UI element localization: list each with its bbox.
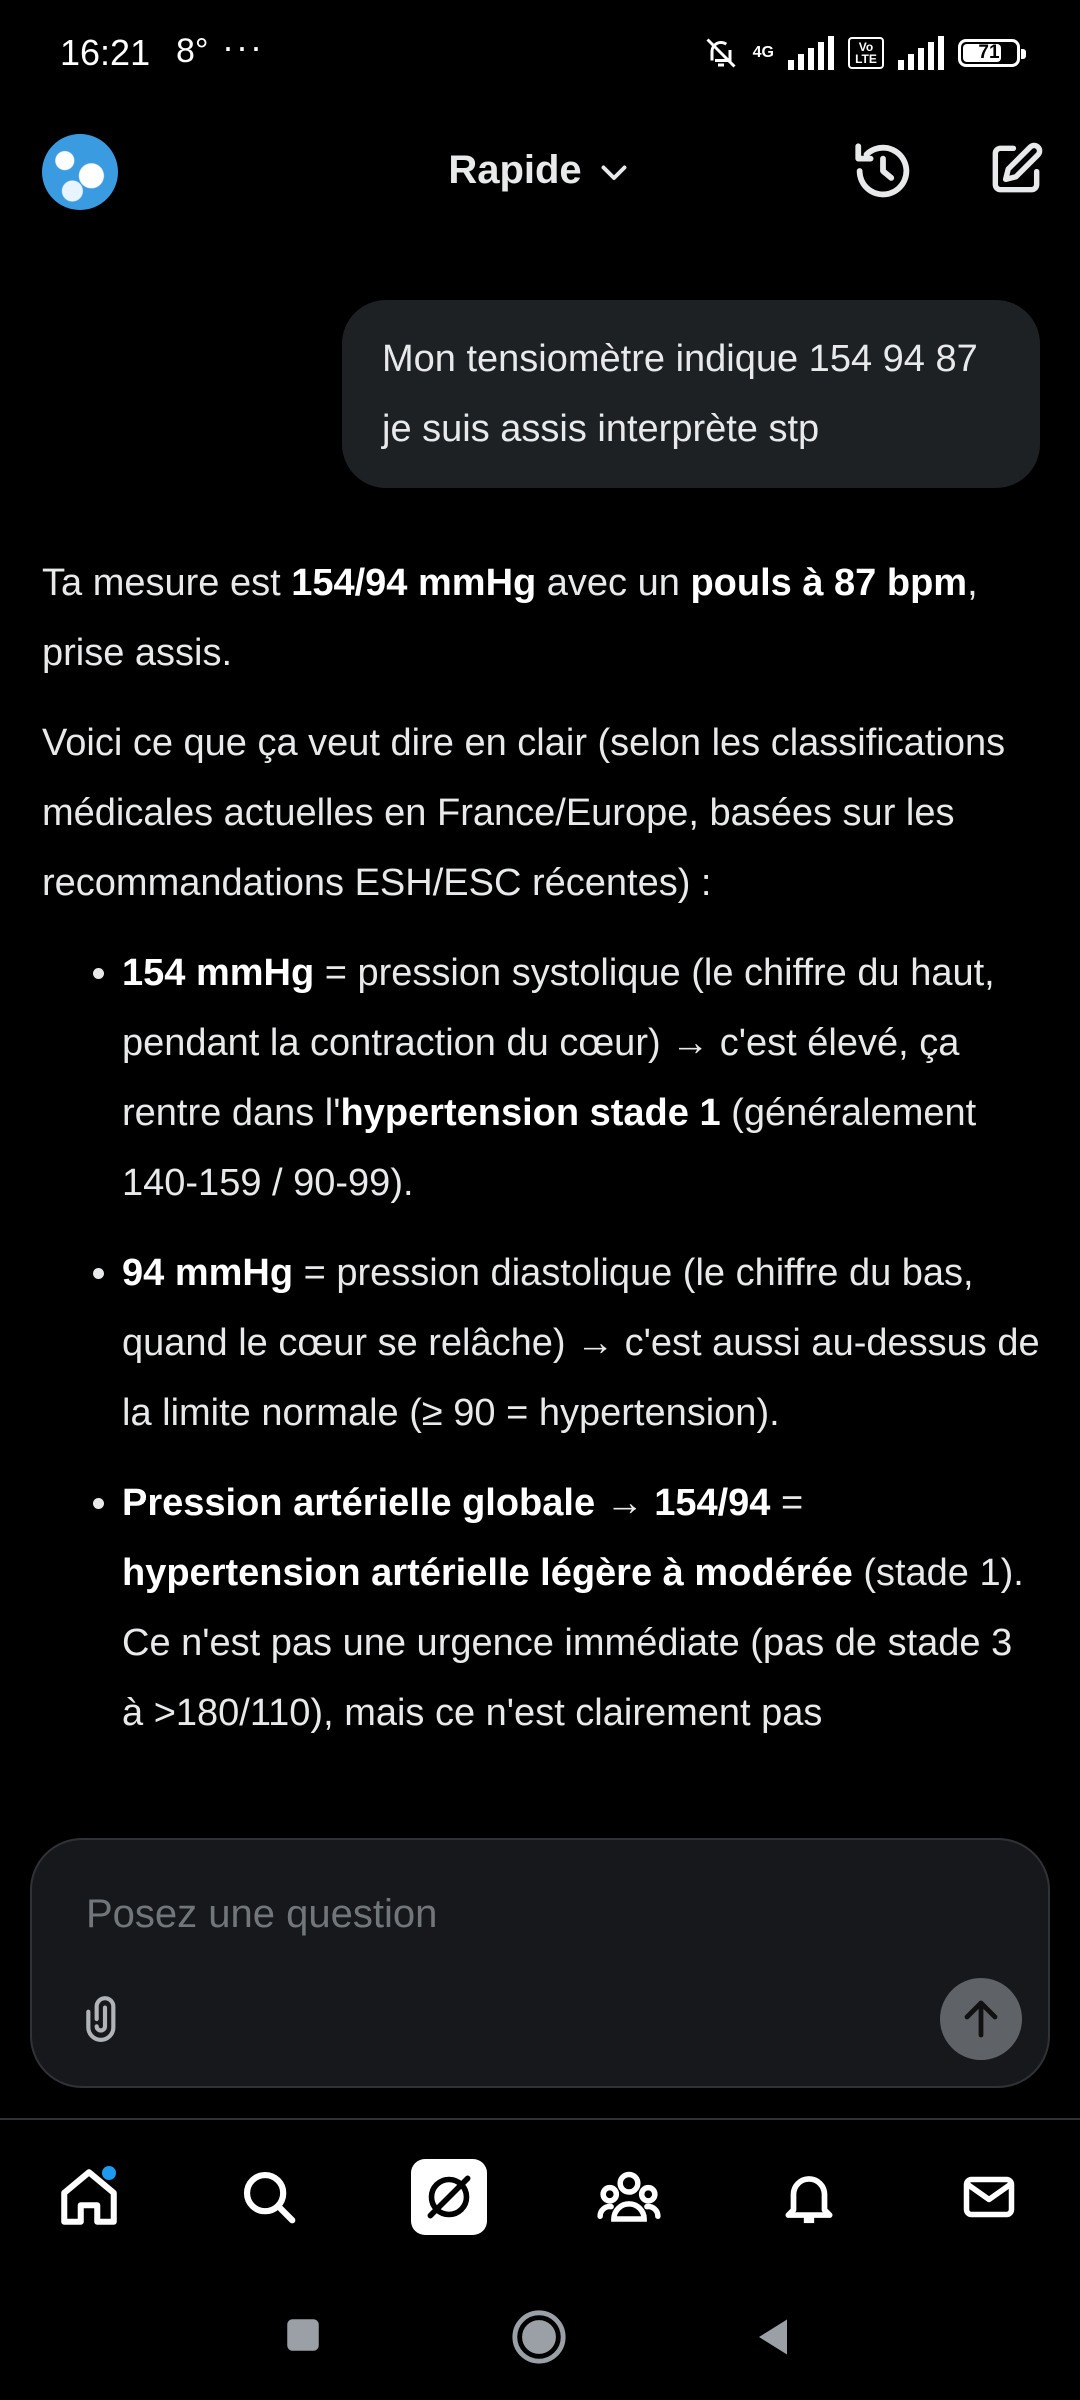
grok-icon	[411, 2159, 487, 2235]
assistant-response	[42, 548, 1042, 1768]
nav-search[interactable]	[224, 2152, 314, 2242]
top-bar	[0, 120, 1080, 230]
signal-icon-2	[898, 36, 944, 70]
status-more: ···	[222, 26, 264, 67]
response-paragraph-1: Ta mesure est 154/94 mmHg avec un pouls à 87 bpm, prise assis.	[42, 562, 978, 674]
mail-icon	[957, 2167, 1021, 2227]
response-paragraph-2: Voici ce que ça veut dire en clair (selon les classifications médicales actuelles en France/Europe, basées sur les recommandations ESH/ESC récentes) :	[42, 722, 1006, 904]
list-item: • Pression artérielle globale → 154/94 = hypertension artérielle légère à modérée (stade 1). Ce n'est pas une urgence immédiate (pas de stade 3 à >180/110), mais ce n'est clairement pas	[122, 1468, 1042, 1748]
nav-grok[interactable]	[404, 2152, 494, 2242]
list-item: • 94 mmHg = pression diastolique (le chiffre du bas, quand le cœur se relâche) → c'est aussi au-dessus de la limite normale (≥ 90 = hypertension).	[122, 1238, 1042, 1448]
list-item: • 154 mmHg = pression systolique (le chiffre du haut, pendant la contraction du cœur) → c'est élevé, ça rentre dans l'hypertension stade 1 (généralement 140-159 / 90-99).	[122, 938, 1042, 1218]
status-bar	[0, 0, 1080, 110]
bell-icon	[778, 2164, 840, 2230]
bell-off-icon	[703, 34, 739, 72]
send-button[interactable]	[940, 1978, 1022, 2060]
new-chat-icon[interactable]	[985, 138, 1047, 200]
status-temperature: 8°	[176, 32, 209, 70]
arrow-up-icon	[957, 1995, 1005, 2043]
nav-messages[interactable]	[944, 2152, 1034, 2242]
model-label: Rapide	[448, 148, 582, 192]
home-button-icon[interactable]	[510, 2308, 568, 2366]
network-type-4g: 4G	[752, 44, 774, 61]
people-icon	[594, 2164, 664, 2230]
status-time: 16:21	[60, 32, 151, 73]
nav-home[interactable]	[44, 2152, 134, 2242]
response-list	[42, 938, 1042, 1748]
model-selector[interactable]	[0, 148, 1080, 193]
notification-dot	[102, 2166, 116, 2180]
battery-level: 71	[978, 42, 1000, 63]
nav-communities[interactable]	[584, 2152, 674, 2242]
user-message-bubble: Mon tensiomètre indique 154 94 87 je suis assis interprète stp	[342, 300, 1040, 488]
recents-icon[interactable]	[282, 2314, 324, 2356]
bottom-navigation	[0, 2118, 1080, 2270]
system-navigation-bar	[0, 2270, 1080, 2400]
network-type-volte: Vo LTE	[848, 37, 884, 69]
attachment-icon[interactable]	[80, 1990, 130, 2046]
history-icon[interactable]	[850, 138, 916, 204]
question-input[interactable]: Posez une question	[86, 1892, 438, 1936]
chevron-down-icon	[596, 154, 632, 190]
back-icon[interactable]	[752, 2314, 794, 2360]
battery-icon	[958, 39, 1020, 67]
search-icon	[238, 2166, 300, 2228]
status-icons	[703, 34, 1020, 72]
nav-notifications[interactable]	[764, 2152, 854, 2242]
signal-icon	[788, 36, 834, 70]
message-composer[interactable]	[30, 1838, 1050, 2088]
